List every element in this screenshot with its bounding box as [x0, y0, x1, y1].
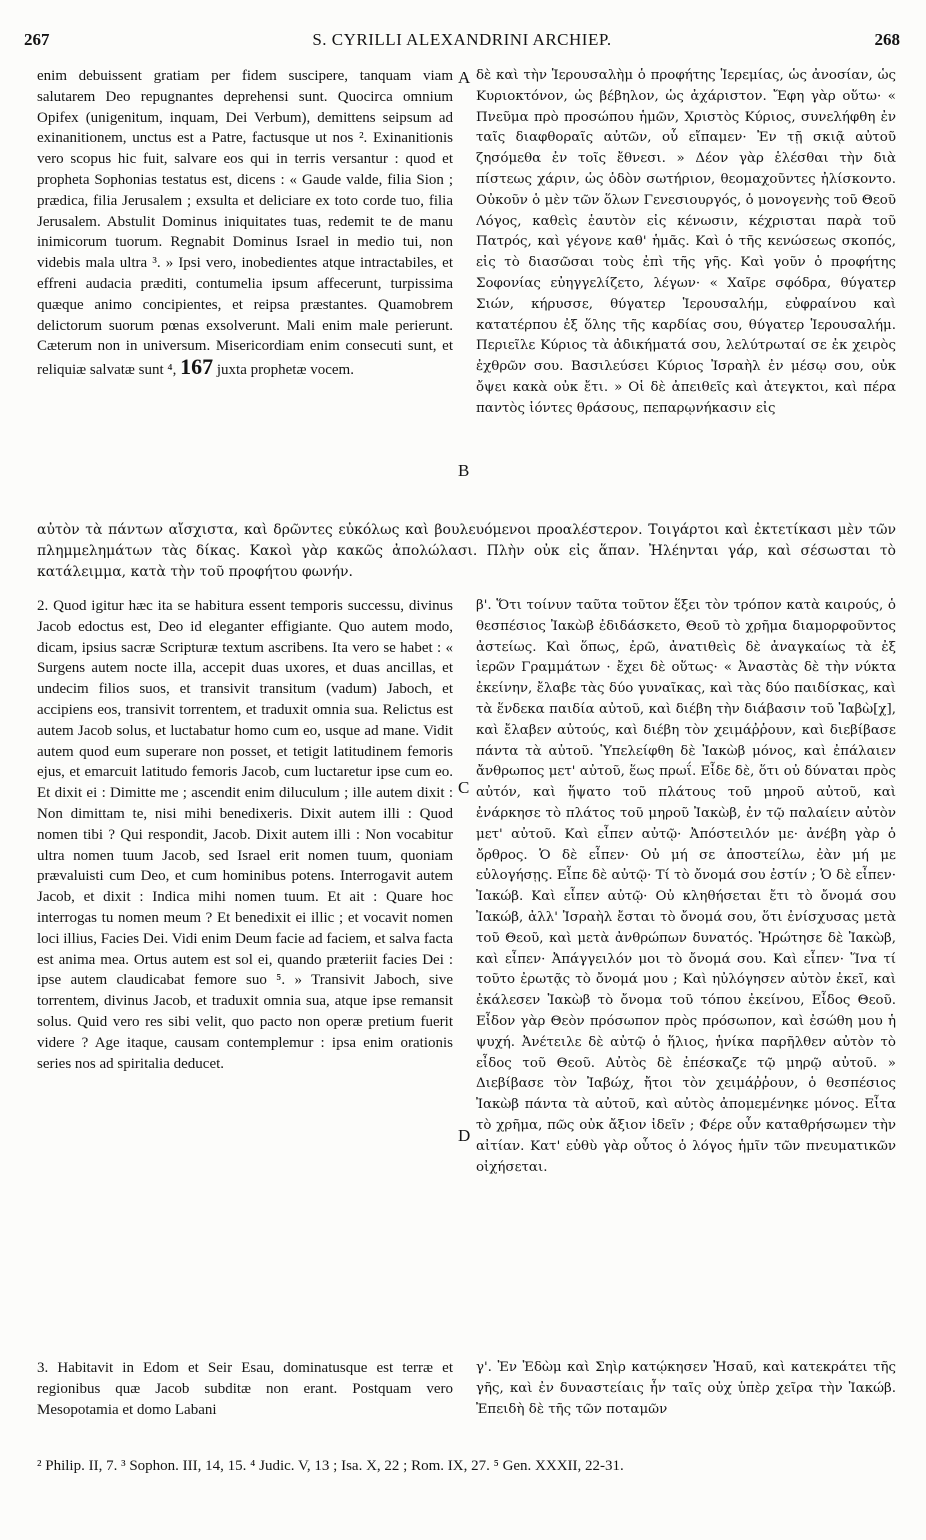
margin-letter-b: B — [458, 461, 470, 480]
greek-full-width-text: αὐτὸν τὰ πάντων αἴσχιστα, καὶ δρῶντες εὐκόλως καὶ βουλευόμενοι προαλέστερον. Τοιγάρτοι καὶ ἐκτετίκασι μὲν τῶν πλημμελημάτων τὰς δίκας. Κακοὶ γὰρ κακῶς ἀπολώλασι. Πλὴν οὐκ εἰς ἅπαν. Ἠλέηνται γάρ, καὶ σέσωσται τὸ κατάλειμμα, κατὰ τὴν τοῦ προφήτου φωνήν. — [37, 522, 896, 580]
latin-column-section-2 — [37, 596, 453, 1356]
greek-paragraph: γ'. Ἐν Ἐδὼμ καὶ Σηὶρ κατῴκησεν Ἠσαῦ, καὶ κατεκράτει τῆς γῆς, καὶ ἐν δυναστείαις ἦν ταῖς οὐχ ὑπὲρ χεῖρα τὴν Ἰακώβ. Ἐπειδὴ δὲ τῆς τῶν ποταμῶν — [476, 1360, 896, 1417]
latin-paragraph: 2. Quod igitur hæc ita se habitura essent temporis successu, divinus Jacob edoctus est, Deo id eleganter effigiante. Quo autem modo, dicam, ipsius sacræ Scripturæ textum ascribens. Ita vero se habet : « Surgens autem nocte illa, accepit duas uxores, et duas ancillas, et undecim filios suos, et transivit transitum (vadum) Jaboch, et accipiens eos, transivit torrentem, et traduxit omnia sua. Relictus est autem Jacob solus, et luctabatur homo cum eo, usque ad mane. Vidit autem quod eum superare non posset, et tetigit latitudinem femoris ejus, et emarcuit latitudo femoris Jacob, cum luctaretur ipse cum eo. Et dixit ei : Dimitte me ; ascendit enim diluculum ; ille autem dixit : Non dimittam te, nisi mihi benedixeris. Dixit autem illi : Quod nomen tibi ? Qui respondit, Jacob. Dixit autem illi : Non vocabitur ultra nomen tuum Jacob, sed Israel erit nomen tuum, quoniam prævaluisti cum Deo, et cum hominibus potens. Interrogavit autem Jacob, et dixit : Indica mihi nomen tuum. Et ait : Quare hoc interrogas tu nomen meum ? Et benedixit ei illic ; et vocavit nomen loci illius, Facies Dei. Vidi enim Deum facie ad faciem, et salva facta est anima mea. Ortus autem est sol ei, quando præteriit facies Dei : ipse autem claudicabat femore suo ⁵. » Transivit Jaboch, sive torrentem, divinus Jacob, et traduxit omnia sua, atque ipse remansit solus. Quid vero res sibi velit, quo pacto non operæ pretium fuerit videre ? Age itaque, causam contemplemur : ipsa enim orationis series nos ad spiritalia deducet. — [37, 598, 453, 1072]
latin-text: enim debuissent gratiam per fidem suscipere, tanquam viam salutarem Deo repugnantes deprehensi sunt. Quocirca omnium Opifex (unigenitum, inquam, Dei Verbum), demittens seipsum ad exinanitionem, unctus est a Patre, factusque ut nos ². Exinanitionis vero scopus hic fuit, salvare eos qui in terris versantur : quod et propheta Sophonias testatus est, dicens : « Gaude valde, filia Sion ; prædica, filia Jerusalem ; exsulta et deliciare ex toto corde tuo, filia Jerusalem. Abstulit Dominus iniquitates tuas, redemit te de manu inimicorum tuorum. Regnabit Dominus Israel in medio tui, non videbis mala ultra ³. » Ipsi vero, inobedientes atque intractabiles, et effreni audacia præditi, contumelia ipsum affecerunt, turpissima quæque animo concipientes, et reipsa præstantes. Quamobrem delictorum suorum pœnas exsolverunt. Mali enim male perierunt. Cæterum non in universum. Misericordiam enim consecuti sunt, et reliquiæ salvatæ sunt ⁴, — [37, 68, 453, 379]
running-header — [24, 30, 900, 56]
greek-paragraph: δὲ καὶ τὴν Ἱερουσαλὴμ ὁ προφήτης Ἱερεμίας, ὡς ἀνοσίαν, ὡς Κυριοκτόνον, ὡς βέβηλον, ὡς ἀχάριστον. Ἔφη γὰρ οὕτω· « Πνεῦμα πρὸ προσώπου ἡμῶν, Χριστὸς Κύριος, συνελήφθη ἐν ταῖς διαφθοραῖς αὐτῶν, οὗ εἴπαμεν· Ἐν τῇ σκιᾷ αὐτοῦ ζησόμεθα ἐν τοῖς ἔθνεσι. » Δέον γὰρ ἑλέσθαι τὴν διὰ πίστεως χάριν, ὡς ὁδὸν σωτήριον, θεομαχοῦντες ἠλίσκοντο. Οὐκοῦν ὁ μὲν τῶν ὅλων Γενεσιουργός, ὁ μονογενὴς τοῦ Θεοῦ Λόγος, καθεὶς ἑαυτὸν εἰς κένωσιν, κέχρισται παρὰ τοῦ Πατρός, καὶ γέγονε καθ' ἡμᾶς. Καὶ ὁ τῆς κενώσεως σκοπός, εἰς τὸ διασῶσαι τοὺς ἐπὶ τῆς γῆς. Καὶ γοῦν ὁ προφήτης Σοφονίας εὐηγγελίζετο, λέγων· « Χαῖρε σφόδρα, θύγατερ Σιών, κήρυσσε, θύγατερ Ἱερουσαλήμ, εὐφραίνου καὶ κατατέρπου ἐξ ὅλης τῆς καρδίας σου, θύγατερ Ἱερουσαλήμ. Περιεῖλε Κύριος τὰ ἀδικήματά σου, λελύτρωταί σε ἐκ χειρὸς ἐχθρῶν σου. Βασιλεύσει Κύριος Ἰσραὴλ ἐν μέσῳ σου, οὐκ ὄψει κακὰ οὐκ ἔτι. » Οἱ δὲ ἀπειθεῖς καὶ ἀτεγκτοι, καὶ πέρα παντὸς ἰόντες θράσους, πεπαρῳνήκασιν εἰς — [476, 68, 896, 416]
column-number: 167 — [180, 354, 214, 380]
latin-paragraph: 3. Habitavit in Edom et Seir Esau, dominatusque est terræ et regionibus quæ Jacob subditæ non erant. Postquam vero Mesopotamia et domo Labani — [37, 1360, 453, 1418]
page-number-left: 267 — [24, 30, 50, 49]
margin-letter-d: D — [458, 1126, 471, 1145]
greek-column-section-3 — [476, 1358, 896, 1424]
running-title: S. CYRILLI ALEXANDRINI ARCHIEP. — [312, 30, 612, 49]
margin-letter-c: C — [458, 778, 470, 797]
latin-paragraph — [37, 66, 453, 381]
margin-letter-a: A — [458, 68, 471, 87]
greek-paragraph: β'. Ὅτι τοίνυν ταῦτα τοῦτον ἕξει τὸν τρόπον κατὰ καιρούς, ὁ θεσπέσιος Ἰακὼβ ἐδιδάσκετο, Θεοῦ τὸ χρῆμα διαμορφοῦντος ἀστείως. Καὶ ὅπως, ἐρῶ, ἀνατιθεὶς δὲ ἀναγκαίως τὰ ἐξ ἱερῶν Γραμμάτων · ἔχει δὲ οὕτως· « Ἀναστὰς δὲ τὴν νύκτα ἐκείνην, ἔλαβε τὰς δύο γυναῖκας, καὶ τὰς δύο παιδίσκας, καὶ τὰ ἕνδεκα παιδία αὐτοῦ, καὶ διέβη τὴν διάβασιν τοῦ Ἰαβὼ[χ], καὶ ἔλαβεν αὐτούς, καὶ διέβη τὸν χειμάῤῥουν, καὶ διεβίβασε πάντα τὰ αὐτοῦ. Ὑπελείφθη δὲ Ἰακὼβ μόνος, καὶ ἐπάλαιεν ἄνθρωπος μετ' αὐτοῦ, ἕως πρωΐ. Εἶδε δὲ, ὅτι οὐ δύναται πρὸς αὐτόν, καὶ ἥψατο τοῦ πλάτους τοῦ μηροῦ αὐτοῦ, καὶ ἐνάρκησε τὸ πλάτος τοῦ μηροῦ Ἰακὼβ, ἐν τῷ παλαίειν αὐτὸν μετ' αὐτοῦ. Καὶ εἶπεν αὐτῷ· Ἀπόστειλόν με· ἀνέβη γὰρ ὁ ὄρθρος. Ὁ δὲ εἶπεν· Οὐ μή σε ἀποστείλω, ἐὰν μή με εὐλογήσῃς. Εἶπε δὲ αὐτῷ· Τί τὸ ὄνομά σου ἐστίν ; Ὁ δὲ εἶπεν· Ἰακώβ. Καὶ εἶπεν αὐτῷ· Οὐ κληθήσεται ἔτι τὸ ὄνομά σου Ἰακώβ, ἀλλ' Ἰσραὴλ ἔσται τὸ ὄνομά σου, ὅτι ἐνίσχυσας μετὰ τοῦ Θεοῦ, καὶ μετὰ ἀνθρώπων δυνατός. Ἠρώτησε δὲ Ἰακὼβ, καὶ εἶπεν· Ἀπάγγειλόν μοι τὸ ὄνομά σου. Καὶ εἶπεν· Ἵνα τί τοῦτο ἐρωτᾷς τὸ ὄνομά μου ; Καὶ ηὐλόγησεν αὐτὸν ἐκεῖ, καὶ ἐκάλεσεν Ἰακὼβ τὸ ὄνομα τοῦ τόπου ἐκείνου, Εἶδος Θεοῦ. Εἶδον γὰρ Θεὸν πρόσωπον πρὸς πρόσωπον, καὶ ἐσώθη μου ἡ ψυχή. Ἀνέτειλε δὲ αὐτῷ ὁ ἥλιος, ἡνίκα παρῆλθεν αὐτὸν τὸ εἶδος τοῦ Θεοῦ. Αὐτὸς δὲ ἐπέσκαζε τῷ μηρῷ αὐτοῦ. » Διεβίβασε τὸν Ἰαβώχ, ἤτοι τὸν χειμάῤῥουν, ὁ θεσπέσιος Ἰακὼβ πάντα τὰ αὐτοῦ, καὶ αὐτὸς ἀπομεμένηκε μόνος. Εἶτα τὸ χρῆμα, πῶς οὐκ ἄξιον ἰδεῖν ; Φέρε οὖν καταθρήσωμεν τὴν αἰτίαν. Κατ' εὐθὺ γὰρ οὗτος ὁ λόγος ἡμῖν τῶν πνευματικῶν οἰχήσεται. — [476, 598, 896, 1175]
greek-column-section-2 — [476, 596, 896, 1356]
latin-column-section-3 — [37, 1358, 453, 1424]
latin-column-section-1 — [37, 66, 453, 522]
latin-text-end: juxta prophetæ vocem. — [216, 362, 354, 379]
page-number-right: 268 — [874, 30, 900, 49]
greek-column-section-1 — [476, 66, 896, 522]
footnotes: ² Philip. II, 7. ³ Sophon. III, 14, 15. ⁴ Judic. V, 13 ; Isa. X, 22 ; Rom. IX, 27. ⁵ Gen. XXXII, 22-31. — [37, 1458, 624, 1474]
